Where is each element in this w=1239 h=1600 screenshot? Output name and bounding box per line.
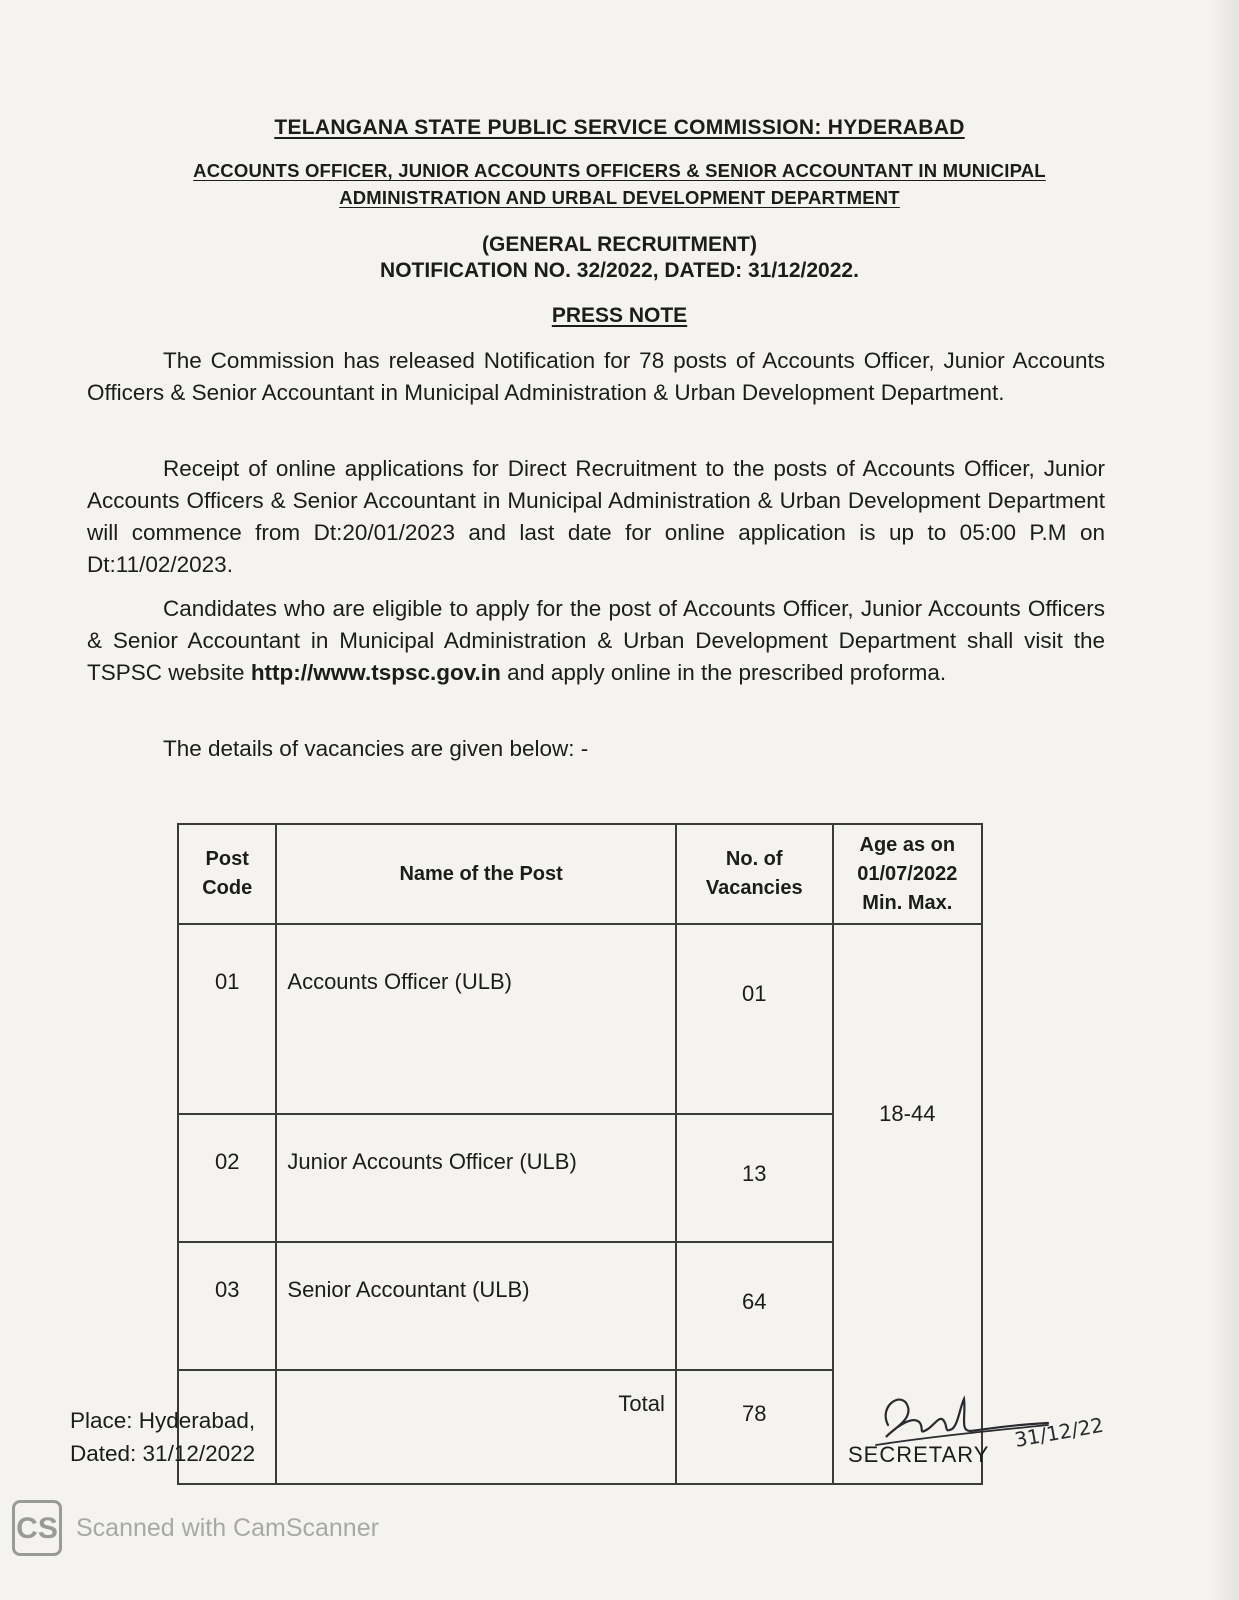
subject-line-2: ADMINISTRATION AND URBAL DEVELOPMENT DEPARTMENT (339, 187, 900, 208)
notification-number: NOTIFICATION NO. 32/2022, DATED: 31/12/2022. (380, 259, 859, 282)
website-link[interactable]: http://www.tspsc.gov.in (250, 660, 501, 685)
place: Place: Hyderabad, (70, 1408, 256, 1433)
post-code-cell: 02 (178, 1114, 276, 1242)
header-post-name: Name of the Post (276, 824, 675, 924)
vacancies-cell: 64 (676, 1242, 833, 1370)
post-code-cell: 03 (178, 1242, 276, 1370)
paragraph-application-dates: Receipt of online applications for Direct Recruitment to the posts of Accounts Officer, Junior Accounts Officers & Senior Accountant in Municipal Administration & Urban Development Department will commence from Dt:20/01/2023 and last date for online application is up to 05:00 P.M on Dt:11/02/2023. (87, 456, 1105, 577)
signature-date: 31/12/22 (1012, 1412, 1106, 1452)
paragraph-vacancy-intro: The details of vacancies are given below: - (163, 736, 589, 761)
subject-line-1: ACCOUNTS OFFICER, JUNIOR ACCOUNTS OFFICERS & SENIOR ACCOUNTANT IN MUNICIPAL (193, 160, 1046, 181)
dated: Dated: 31/12/2022 (70, 1441, 256, 1466)
commission-title: TELANGANA STATE PUBLIC SERVICE COMMISSION: HYDERABAD (274, 116, 965, 139)
paragraph-eligibility: Candidates who are eligible to apply for the post of Accounts Officer, Junior Accounts Officers & Senior Accountant in Municipal Administration & Urban Development Department shall visit the TSPSC website http://www.tspsc.gov.in and apply online in the prescribed proforma. (87, 596, 1105, 685)
post-name-cell: Junior Accounts Officer (ULB) (276, 1114, 675, 1242)
header-post-code: Post Code (178, 824, 276, 924)
vacancies-cell: 01 (676, 924, 833, 1114)
total-value: 78 (676, 1370, 833, 1484)
table-header-row (178, 824, 982, 924)
post-code-cell: 01 (178, 924, 276, 1114)
total-label: Total (276, 1370, 675, 1484)
post-name-cell: Accounts Officer (ULB) (276, 924, 675, 1114)
paragraph-release: The Commission has released Notification for 78 posts of Accounts Officer, Junior Accounts Officers & Senior Accountant in Municipal Administration & Urban Development Department. (87, 348, 1105, 405)
vacancies-cell: 13 (676, 1114, 833, 1242)
age-range-cell: 18-44 (833, 924, 982, 1484)
camscanner-logo-icon: CS (12, 1500, 62, 1556)
header-age: Age as on 01/07/2022 Min. Max. (833, 824, 982, 924)
place-and-date (70, 1404, 255, 1470)
signatory-title: SECRETARY (848, 1442, 990, 1467)
post-name-cell: Senior Accountant (ULB) (276, 1242, 675, 1370)
camscanner-watermark: Scanned with CamScanner (76, 1514, 379, 1542)
recruitment-type: (GENERAL RECRUITMENT) (482, 233, 757, 256)
header-vacancies: No. of Vacancies (676, 824, 833, 924)
table-row (178, 924, 982, 1114)
press-note-heading: PRESS NOTE (551, 304, 688, 327)
